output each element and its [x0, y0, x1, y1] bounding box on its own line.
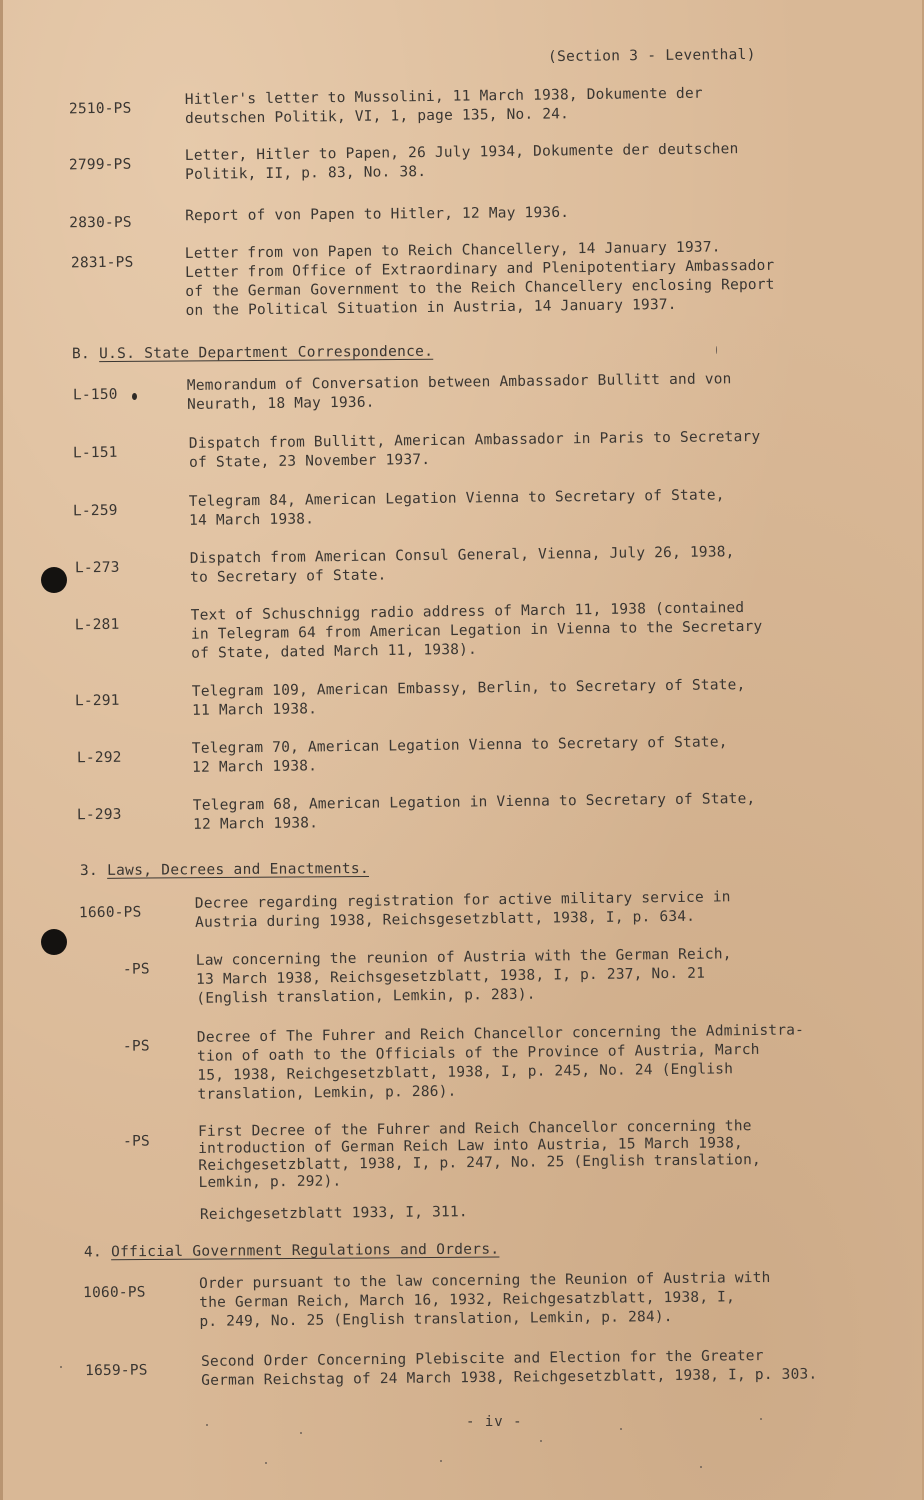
document-description: Decree of The Fuhrer and Reich Chancellor concerning the Administra- tion of oath to the Officials of the Province of Austria, March 15, 1938, Reichgesetzblatt, 1938, I, p. 245, No. 24 (English translation, Lemkin, p. 286).	[196, 1022, 805, 1103]
document-description: Letter from von Papen to Reich Chancellery, 14 January 1937. Letter from Office of Extraordinary and Plenipotentiary Ambassador of the German Government to the Reich Chancellery enclosing Report on the Political Situation in Austria, 14 January 1937.	[184, 239, 775, 319]
list-item	[0, 597, 923, 674]
document-code: 1060-PS	[83, 1284, 146, 1302]
punch-hole	[41, 929, 67, 955]
document-code: L-151	[72, 444, 118, 462]
ink-mark	[716, 346, 717, 354]
document-description: Dispatch from American Consul General, Vienna, July 26, 1938, to Secretary of State.	[189, 544, 735, 586]
document-description: Second Order Concerning Plebiscite and Election for the Greater German Reichstag of 24 March 1938, Reichgesetzblatt, 1938, I, p. 303.	[200, 1348, 818, 1389]
document-description: Hitler's letter to Mussolini, 11 March 1938, Dokumente der deutschen Politik, VI, 1, page 135, No. 24.	[184, 85, 703, 127]
page-number: - iv -	[466, 1414, 523, 1430]
document-description: Memorandum of Conversation between Ambassador Bullitt and von Neurath, 18 May 1936.	[186, 371, 732, 413]
document-code: L-292	[76, 749, 122, 767]
document-description: Decree regarding registration for active military service in Austria during 1938, Reichsgesetzblatt, 1938, I, p. 634.	[194, 889, 731, 931]
document-description: Text of Schuschnigg radio address of March 11, 1938 (contained in Telegram 64 from American Legation in Vienna to the Secretary of State, dated March 11, 1938).	[190, 599, 763, 662]
section-number: B.	[71, 346, 91, 363]
document-description: Letter, Hitler to Papen, 26 July 1934, Dokumente der deutschen Politik, II, p. 83, No. 38.	[184, 141, 739, 183]
ink-blot	[132, 393, 137, 400]
speck	[700, 1466, 702, 1468]
speck	[540, 1440, 542, 1442]
punch-hole	[41, 567, 67, 593]
document-code: L-259	[72, 502, 118, 520]
document-code: 2510-PS	[68, 100, 132, 118]
section-heading	[80, 861, 369, 879]
document-code: L-150	[72, 386, 118, 404]
section-title: Laws, Decrees and Enactments.	[107, 860, 370, 879]
document-code: L-291	[74, 692, 120, 710]
document-description: Telegram 70, American Legation Vienna to Secretary of State, 12 March 1938.	[191, 734, 728, 776]
list-item	[0, 1116, 924, 1230]
list-item	[0, 943, 923, 1018]
section-number: 4.	[83, 1244, 103, 1261]
document-code: L-273	[74, 559, 120, 577]
list-item	[0, 1267, 924, 1341]
document-description: Law concerning the reunion of Austria with the German Reich, 13 March 1938, Reichsgesetzblatt, 1938, I, p. 237, No. 21 (English translation, Lemkin, p. 283).	[195, 946, 732, 1007]
speck	[760, 1418, 762, 1420]
speck	[60, 1366, 62, 1368]
section-header: (Section 3 - Leventhal)	[547, 46, 756, 66]
document-description: Telegram 109, American Embassy, Berlin, to Secretary of State, 11 March 1938.	[191, 677, 746, 719]
document-description: Report of von Papen to Hitler, 12 May 1936.	[185, 204, 570, 225]
document-code: L-293	[76, 806, 122, 824]
speck	[265, 1462, 267, 1464]
document-code: -PS	[123, 1133, 151, 1150]
document-description: Order pursuant to the law concerning the Reunion of Austria with the German Reich, March 16, 1932, Reichgesatzblatt, 1938, I, p. 249, No. 25 (English translation, Lemkin, p. 284).	[198, 1269, 771, 1330]
document-code: 2830-PS	[69, 214, 132, 232]
speck	[300, 1432, 302, 1434]
document-code: L-281	[74, 616, 120, 634]
document-code: 2831-PS	[70, 254, 134, 272]
speck	[206, 1424, 208, 1426]
document-note: Reichgesetzblatt 1933, I, 311.	[199, 1204, 468, 1223]
speck	[620, 1428, 622, 1430]
list-item	[0, 1020, 924, 1115]
document-code: -PS	[122, 961, 150, 978]
document-code: -PS	[122, 1038, 150, 1055]
document-code: 2799-PS	[68, 156, 132, 174]
section-title: U.S. State Department Correspondence.	[99, 343, 434, 363]
document-description: Telegram 68, American Legation in Vienna to Secretary of State, 12 March 1938.	[192, 790, 756, 833]
document-description: Dispatch from Bullitt, American Ambassador in Paris to Secretary of State, 23 November 1937.	[188, 428, 761, 471]
document-description: First Decree of the Fuhrer and Reich Chancellor concerning the introduction of German Reich Law into Austria, 15 March 1938, Reichgesetzblatt, 1938, I, p. 247, No. 25 (English translation, Lemkin, p. 292).	[197, 1118, 762, 1191]
section-number: 3.	[79, 862, 99, 880]
document-code: 1660-PS	[78, 904, 142, 922]
document-description: Telegram 84, American Legation Vienna to Secretary of State, 14 March 1938.	[188, 487, 725, 529]
speck	[440, 1460, 442, 1462]
section-heading	[84, 1242, 499, 1261]
list-item	[0, 1345, 923, 1401]
section-title: Official Government Regulations and Orders.	[111, 1241, 500, 1261]
document-code: 1659-PS	[85, 1362, 148, 1380]
section-heading	[72, 344, 433, 363]
list-item	[0, 236, 924, 331]
